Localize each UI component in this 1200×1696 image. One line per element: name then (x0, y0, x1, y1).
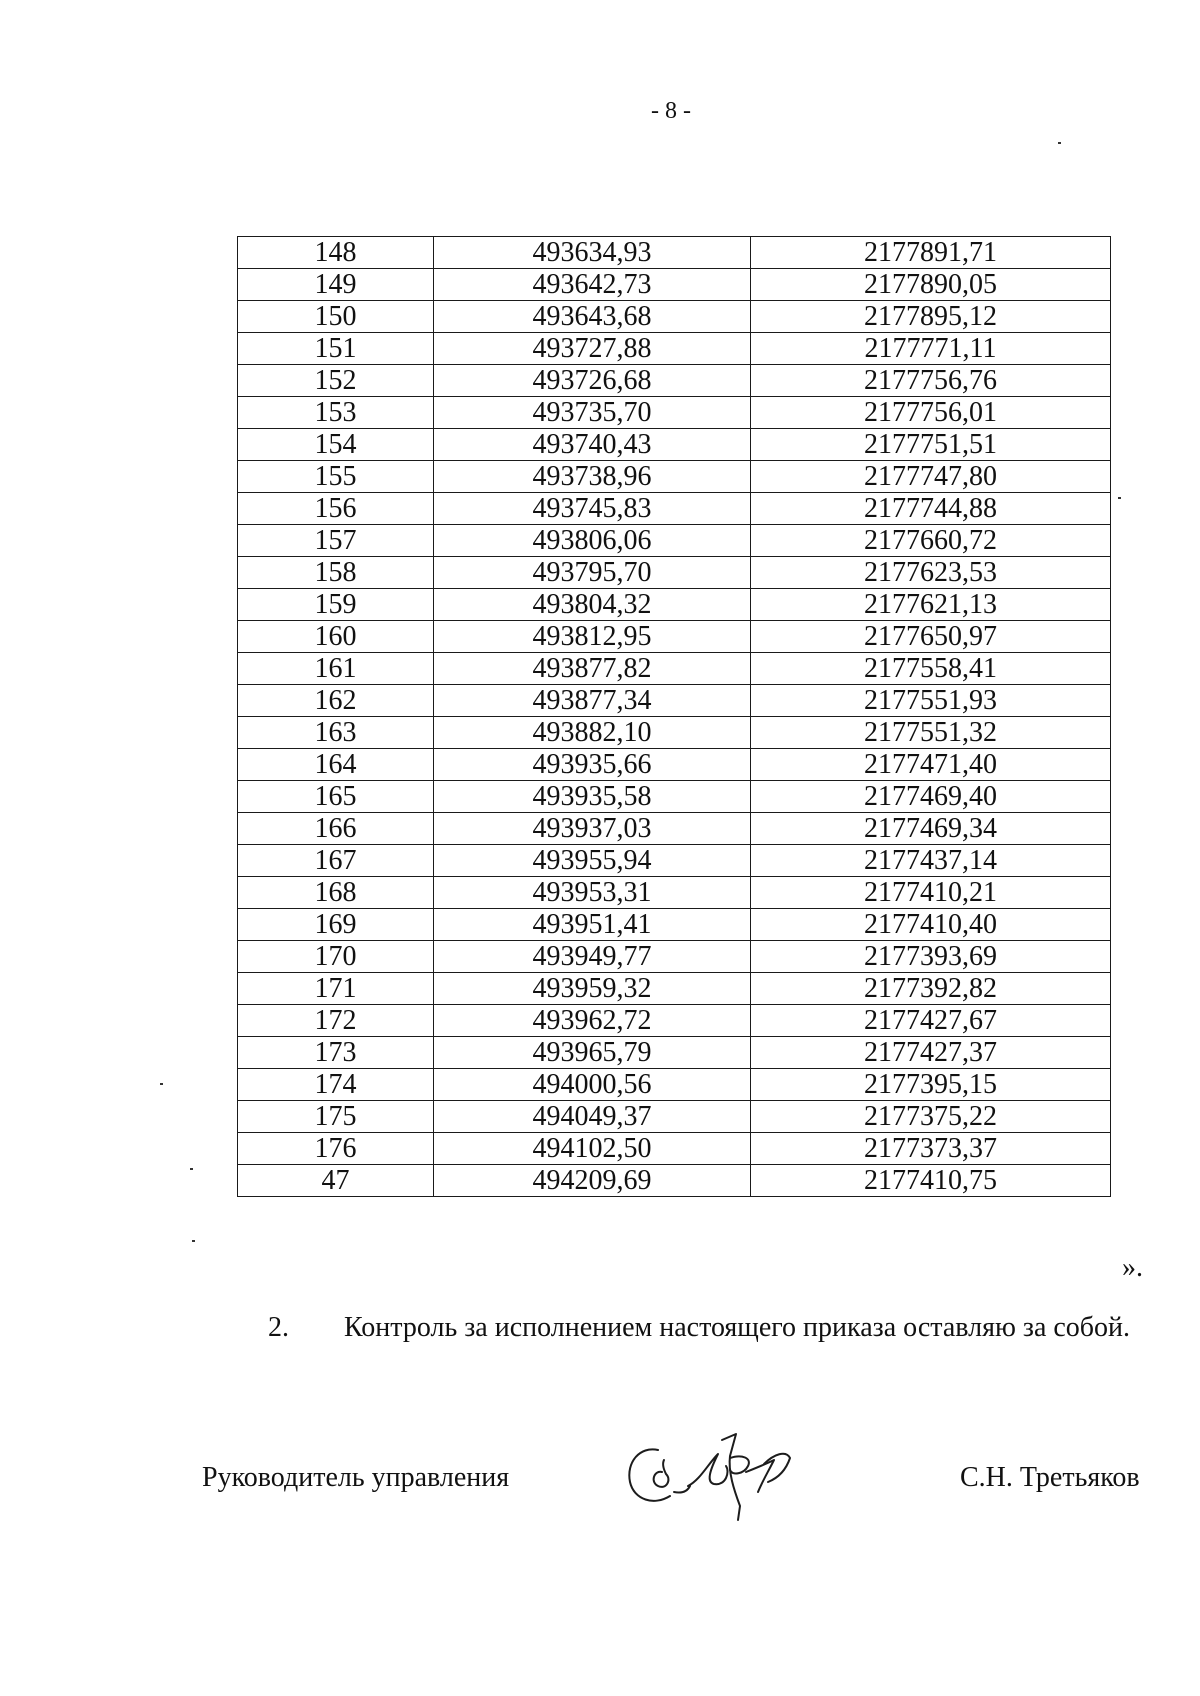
table-row (238, 397, 1111, 429)
signature-block (0, 1420, 1200, 1530)
y-coordinate-cell: 2177891,71 (751, 237, 1111, 269)
y-coordinate-cell: 2177623,53 (751, 557, 1111, 589)
point-number-cell: 169 (238, 909, 434, 941)
x-coordinate-cell: 493935,58 (434, 781, 751, 813)
table-row (238, 1005, 1111, 1037)
y-coordinate-cell: 2177551,32 (751, 717, 1111, 749)
y-coordinate-cell: 2177469,40 (751, 781, 1111, 813)
x-coordinate-cell: 493804,32 (434, 589, 751, 621)
y-coordinate-cell: 2177410,40 (751, 909, 1111, 941)
clause-2 (268, 1312, 1130, 1344)
point-number-cell: 151 (238, 333, 434, 365)
closing-quote: ». (1122, 1252, 1143, 1283)
scan-speck (192, 1240, 195, 1242)
table-row (238, 589, 1111, 621)
y-coordinate-cell: 2177393,69 (751, 941, 1111, 973)
point-number-cell: 173 (238, 1037, 434, 1069)
y-coordinate-cell: 2177621,13 (751, 589, 1111, 621)
scan-speck (190, 1168, 193, 1170)
y-coordinate-cell: 2177373,37 (751, 1133, 1111, 1165)
point-number-cell: 163 (238, 717, 434, 749)
handwritten-signature (618, 1420, 798, 1524)
x-coordinate-cell: 493953,31 (434, 877, 751, 909)
coordinates-table-body (238, 237, 1111, 1197)
point-number-cell: 153 (238, 397, 434, 429)
x-coordinate-cell: 493738,96 (434, 461, 751, 493)
x-coordinate-cell: 493949,77 (434, 941, 751, 973)
y-coordinate-cell: 2177895,12 (751, 301, 1111, 333)
point-number-cell: 175 (238, 1101, 434, 1133)
y-coordinate-cell: 2177650,97 (751, 621, 1111, 653)
page-number: - 8 - (651, 98, 691, 124)
table-row (238, 813, 1111, 845)
scan-speck (1118, 497, 1121, 499)
x-coordinate-cell: 493795,70 (434, 557, 751, 589)
y-coordinate-cell: 2177751,51 (751, 429, 1111, 461)
table-row (238, 301, 1111, 333)
point-number-cell: 160 (238, 621, 434, 653)
point-number-cell: 171 (238, 973, 434, 1005)
y-coordinate-cell: 2177771,11 (751, 333, 1111, 365)
point-number-cell: 166 (238, 813, 434, 845)
table-row (238, 1165, 1111, 1197)
table-row (238, 557, 1111, 589)
x-coordinate-cell: 493806,06 (434, 525, 751, 557)
table-row (238, 845, 1111, 877)
point-number-cell: 176 (238, 1133, 434, 1165)
table-row (238, 365, 1111, 397)
x-coordinate-cell: 493745,83 (434, 493, 751, 525)
y-coordinate-cell: 2177410,21 (751, 877, 1111, 909)
point-number-cell: 47 (238, 1165, 434, 1197)
table-row (238, 877, 1111, 909)
point-number-cell: 161 (238, 653, 434, 685)
x-coordinate-cell: 493955,94 (434, 845, 751, 877)
x-coordinate-cell: 493634,93 (434, 237, 751, 269)
y-coordinate-cell: 2177747,80 (751, 461, 1111, 493)
x-coordinate-cell: 494049,37 (434, 1101, 751, 1133)
y-coordinate-cell: 2177410,75 (751, 1165, 1111, 1197)
y-coordinate-cell: 2177890,05 (751, 269, 1111, 301)
table-row (238, 685, 1111, 717)
x-coordinate-cell: 494000,56 (434, 1069, 751, 1101)
table-row (238, 1133, 1111, 1165)
scan-speck (1058, 142, 1061, 144)
table-row (238, 493, 1111, 525)
x-coordinate-cell: 493959,32 (434, 973, 751, 1005)
point-number-cell: 172 (238, 1005, 434, 1037)
y-coordinate-cell: 2177756,76 (751, 365, 1111, 397)
y-coordinate-cell: 2177395,15 (751, 1069, 1111, 1101)
x-coordinate-cell: 493642,73 (434, 269, 751, 301)
table-row (238, 941, 1111, 973)
x-coordinate-cell: 493735,70 (434, 397, 751, 429)
y-coordinate-cell: 2177744,88 (751, 493, 1111, 525)
table-row (238, 1037, 1111, 1069)
clause-number: 2. (268, 1312, 289, 1343)
table-row (238, 269, 1111, 301)
y-coordinate-cell: 2177392,82 (751, 973, 1111, 1005)
table-row (238, 429, 1111, 461)
point-number-cell: 148 (238, 237, 434, 269)
y-coordinate-cell: 2177551,93 (751, 685, 1111, 717)
y-coordinate-cell: 2177756,01 (751, 397, 1111, 429)
y-coordinate-cell: 2177558,41 (751, 653, 1111, 685)
x-coordinate-cell: 493935,66 (434, 749, 751, 781)
point-number-cell: 162 (238, 685, 434, 717)
point-number-cell: 165 (238, 781, 434, 813)
table-row (238, 1069, 1111, 1101)
table-row (238, 781, 1111, 813)
x-coordinate-cell: 493812,95 (434, 621, 751, 653)
point-number-cell: 158 (238, 557, 434, 589)
table-row (238, 461, 1111, 493)
table-row (238, 973, 1111, 1005)
y-coordinate-cell: 2177427,37 (751, 1037, 1111, 1069)
x-coordinate-cell: 493937,03 (434, 813, 751, 845)
table-row (238, 525, 1111, 557)
point-number-cell: 168 (238, 877, 434, 909)
table-row (238, 1101, 1111, 1133)
x-coordinate-cell: 493965,79 (434, 1037, 751, 1069)
signer-position: Руководитель управления (202, 1462, 510, 1493)
point-number-cell: 167 (238, 845, 434, 877)
table-row (238, 909, 1111, 941)
x-coordinate-cell: 493951,41 (434, 909, 751, 941)
x-coordinate-cell: 493882,10 (434, 717, 751, 749)
scan-speck (160, 1083, 163, 1085)
table-row (238, 237, 1111, 269)
y-coordinate-cell: 2177427,67 (751, 1005, 1111, 1037)
x-coordinate-cell: 494102,50 (434, 1133, 751, 1165)
y-coordinate-cell: 2177437,14 (751, 845, 1111, 877)
x-coordinate-cell: 494209,69 (434, 1165, 751, 1197)
point-number-cell: 156 (238, 493, 434, 525)
x-coordinate-cell: 493877,34 (434, 685, 751, 717)
y-coordinate-cell: 2177660,72 (751, 525, 1111, 557)
clause-text: Контроль за исполнением настоящего приказа оставляю за собой. (344, 1312, 1131, 1343)
point-number-cell: 164 (238, 749, 434, 781)
point-number-cell: 159 (238, 589, 434, 621)
point-number-cell: 155 (238, 461, 434, 493)
point-number-cell: 152 (238, 365, 434, 397)
x-coordinate-cell: 493726,68 (434, 365, 751, 397)
point-number-cell: 154 (238, 429, 434, 461)
x-coordinate-cell: 493643,68 (434, 301, 751, 333)
point-number-cell: 174 (238, 1069, 434, 1101)
table-row (238, 749, 1111, 781)
table-row (238, 717, 1111, 749)
point-number-cell: 157 (238, 525, 434, 557)
coordinates-table (237, 236, 1111, 1197)
y-coordinate-cell: 2177471,40 (751, 749, 1111, 781)
signer-name: С.Н. Третьяков (960, 1462, 1140, 1493)
x-coordinate-cell: 493727,88 (434, 333, 751, 365)
x-coordinate-cell: 493962,72 (434, 1005, 751, 1037)
y-coordinate-cell: 2177375,22 (751, 1101, 1111, 1133)
point-number-cell: 149 (238, 269, 434, 301)
table-row (238, 333, 1111, 365)
point-number-cell: 170 (238, 941, 434, 973)
x-coordinate-cell: 493740,43 (434, 429, 751, 461)
table-row (238, 621, 1111, 653)
point-number-cell: 150 (238, 301, 434, 333)
table-row (238, 653, 1111, 685)
y-coordinate-cell: 2177469,34 (751, 813, 1111, 845)
x-coordinate-cell: 493877,82 (434, 653, 751, 685)
